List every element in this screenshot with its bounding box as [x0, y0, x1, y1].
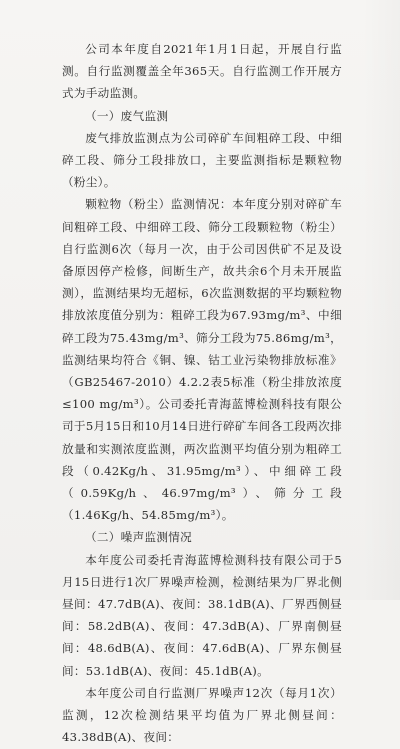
page-edge-shading: [362, 0, 400, 600]
intro-paragraph: 公司本年度自2021年1月1日起，开展自行监测。自行监测覆盖全年365天。自行监测工作开展方式为手动监测。: [62, 42, 342, 101]
section-heading-exhaust: （一）废气监测: [85, 108, 169, 123]
noise-commissioned-paragraph: 本年度公司委托青海蓝博检测科技有限公司于5月15日进行1次厂界噪声检测，检测结果为厂界北侧昼间：47.7dB(A)、夜间：38.1dB(A)、厂界西侧昼间：58.2dB(A)、夜间：47.3dB(A)、厂界南侧昼间：48.6dB(A)、夜间：47.6dB(A)、厂界东侧昼间：53.1dB(A)、夜间：45.1dB(A)。: [62, 552, 342, 678]
section-heading-noise: （二）噪声监测情况: [85, 530, 193, 545]
particulate-paragraph: 颗粒物（粉尘）监测情况：本年度分别对碎矿车间粗碎工段、中细碎工段、筛分工段颗粒物（粉尘）自行监测6次（每月一次，由于公司因供矿不足及设备原因停产检修，间断生产，故共余6个月未开展监测），监测结果均无超标，6次监测数据的平均颗粒物排放浓度值分别为：粗碎工段为67.93mg/m³、中细碎工段为75.43mg/m³、筛分工段为75.86mg/m³，监测结果均符合《铜、镍、钴工业污染物排放标准》（GB25467-2010）4.2.2表5标准（粉尘排放浓度≤100 mg/m³）。公司委托青海蓝博检测科技有限公司于5月15日和10月14日进行碎矿车间各工段两次排放量和实测浓度监测，两次监测平均值分别为粗碎工段（0.42Kg/h、31.95mg/m³）、中细碎工段（0.59Kg/h、46.97mg/m³）、筛分工段（1.46Kg/h、54.85mg/m³）。: [62, 197, 342, 523]
exhaust-points-paragraph: 废气排放监测点为公司碎矿车间粗碎工段、中细碎工段、筛分工段排放口，主要监测指标是颗粒物（粉尘）。: [62, 130, 342, 190]
noise-self-monitoring-paragraph: 本年度公司自行监测厂界噪声12次（每月1次）监测，12次检测结果平均值为厂界北侧昼间：43.38dB(A)、夜间：: [62, 685, 342, 745]
